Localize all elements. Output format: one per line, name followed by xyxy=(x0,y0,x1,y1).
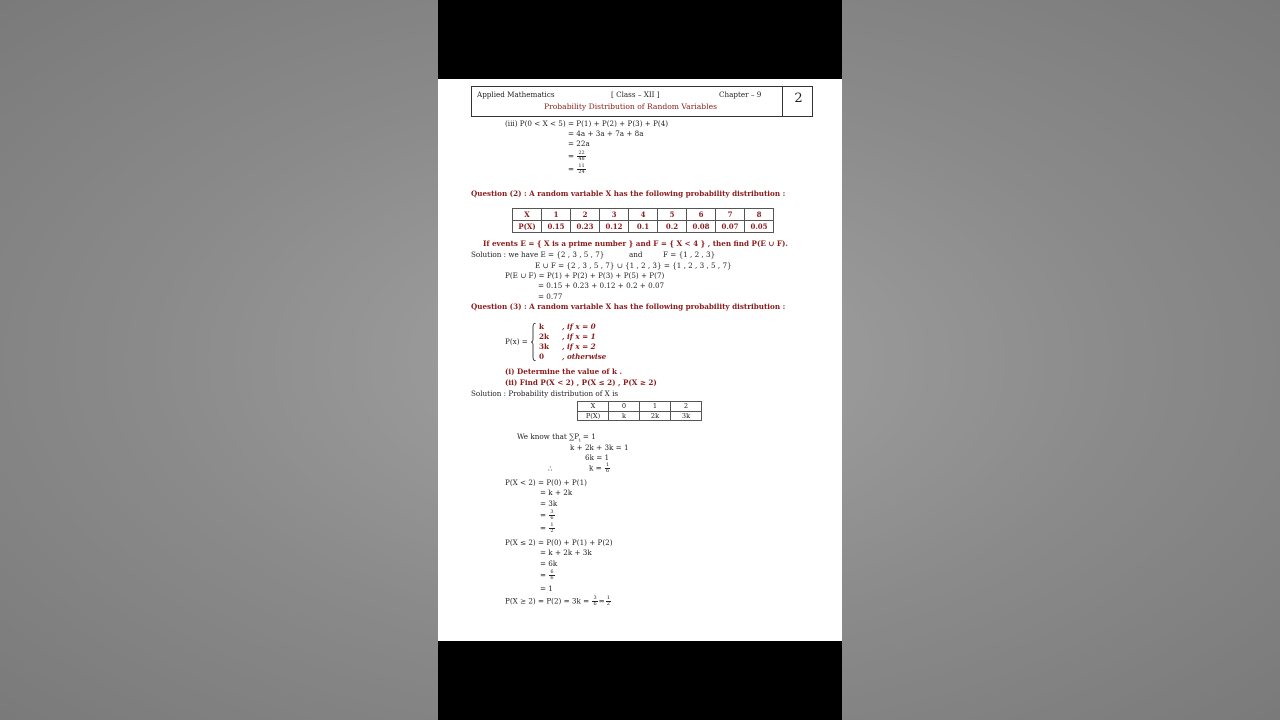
table-cell: 3k xyxy=(671,411,702,421)
table-cell: 1 xyxy=(640,402,671,412)
fraction: $\frac{6}{6}$ xyxy=(550,569,554,581)
class-label: [ Class – XII ] xyxy=(611,90,660,99)
table-row xyxy=(513,209,774,221)
table-cell: 0.1 xyxy=(629,221,658,233)
case-value: k xyxy=(539,322,544,331)
case-value: 3k xyxy=(539,342,549,351)
q2-and-text: and xyxy=(629,250,643,259)
q2-events-statement: If events E = { X is a prime number } and F = { X < 4 } , then find P(E ∪ F). xyxy=(483,239,788,248)
pmf-label: P(x) = xyxy=(505,337,528,346)
part-iii-line-4: = $\frac{22}{48}$ xyxy=(568,150,585,162)
sum-rule-line: We know that $\sum P_i = 1$ xyxy=(517,432,596,444)
question-2-title: Question (2) : A random variable X has the following probability distribution : xyxy=(471,189,786,198)
part-iii-line-1: (iii) P(0 < X < 5) = P(1) + P(2) + P(3) + P(4) xyxy=(505,119,669,128)
k-equation-1: k + 2k + 3k = 1 xyxy=(570,443,629,452)
table-cell: 8 xyxy=(745,209,774,221)
therefore-symbol: ∴ xyxy=(548,464,553,473)
table-cell: 5 xyxy=(658,209,687,221)
table-cell: 1 xyxy=(542,209,571,221)
table-cell: 2 xyxy=(571,209,600,221)
table-cell: 0.05 xyxy=(745,221,774,233)
q3-solution-label: Solution : Probability distribution of X is xyxy=(471,389,619,398)
case-condition: , otherwise xyxy=(562,352,607,361)
page-number: 2 xyxy=(794,91,803,106)
table-row xyxy=(513,221,774,233)
le2-line-5: = 1 xyxy=(540,584,553,593)
q2-prob-line-1: P(E ∪ F) = P(1) + P(2) + P(3) + P(5) + P(7) xyxy=(505,271,665,280)
lt2-line-3: = 3k xyxy=(540,499,558,508)
q3-part-ii: (ii) Find P(X < 2) , P(X ≤ 2) , P(X ≥ 2) xyxy=(505,378,657,387)
q2-solution-line: Solution : we have E = {2 , 3 , 5 , 7} xyxy=(471,250,605,259)
le2-line-1: P(X ≤ 2) = P(0) + P(1) + P(2) xyxy=(505,538,613,547)
q3-part-i: (i) Determine the value of k . xyxy=(505,367,623,376)
q2-prob-line-3: = 0.77 xyxy=(538,292,563,301)
k-value-line: k = $\frac{1}{6}$ xyxy=(589,462,610,474)
k-equation-2: 6k = 1 xyxy=(585,453,610,462)
table-cell: 2k xyxy=(640,411,671,421)
fraction: $\frac{22}{48}$ xyxy=(578,150,585,162)
table-cell: 0.15 xyxy=(542,221,571,233)
q2-set-f: F = {1 , 2 , 3} xyxy=(663,250,716,259)
table-cell: 0.2 xyxy=(658,221,687,233)
table-cell: X xyxy=(578,402,609,412)
q2-distribution-table xyxy=(512,208,774,233)
table-cell: P(X) xyxy=(513,221,542,233)
le2-line-2: = k + 2k + 3k xyxy=(540,548,592,557)
table-cell: P(X) xyxy=(578,411,609,421)
le2-line-3: = 6k xyxy=(540,559,558,568)
le2-line-4: = $\frac{6}{6}$ xyxy=(540,569,554,581)
table-cell: 0 xyxy=(609,402,640,412)
table-cell: 0.12 xyxy=(600,221,629,233)
table-row xyxy=(578,411,702,421)
ge2-line: P(X ≥ 2) = P(2) = 3k = $\frac{3}{6}$ = $\frac{1}{2}$ xyxy=(505,595,610,607)
case-condition: , if x = 0 xyxy=(562,322,596,331)
case-condition: , if x = 1 xyxy=(562,332,596,341)
part-iii-line-5: = $\frac{11}{24}$ xyxy=(568,163,585,175)
lt2-line-4: = $\frac{3}{6}$ xyxy=(540,509,554,521)
case-condition: , if x = 2 xyxy=(562,342,596,351)
table-cell: k xyxy=(609,411,640,421)
topic-title: Probability Distribution of Random Variables xyxy=(544,102,717,111)
table-cell: X xyxy=(513,209,542,221)
fraction: $\frac{3}{6}$ xyxy=(593,595,597,607)
case-value: 0 xyxy=(539,352,545,361)
document-page xyxy=(438,79,842,641)
q3-distribution-table xyxy=(577,401,702,421)
lt2-line-2: = k + 2k xyxy=(540,488,573,497)
table-cell: 4 xyxy=(629,209,658,221)
lt2-line-5: = $\frac{1}{2}$ xyxy=(540,522,554,534)
table-cell: 7 xyxy=(716,209,745,221)
lt2-line-1: P(X < 2) = P(0) + P(1) xyxy=(505,478,587,487)
part-iii-line-2: = 4a + 3a + 7a + 8a xyxy=(568,129,644,138)
page-header xyxy=(471,86,813,117)
question-3-title: Question (3) : A random variable X has the following probability distribution : xyxy=(471,302,786,311)
table-cell: 6 xyxy=(687,209,716,221)
fraction: $\frac{3}{6}$ xyxy=(550,509,554,521)
case-value: 2k xyxy=(539,332,549,341)
chapter-label: Chapter – 9 xyxy=(719,90,762,99)
table-cell: 0.07 xyxy=(716,221,745,233)
fraction: $\frac{1}{6}$ xyxy=(605,462,610,474)
part-iii-line-3: = 22a xyxy=(568,139,590,148)
table-cell: 0.23 xyxy=(571,221,600,233)
fraction: $\frac{11}{24}$ xyxy=(578,163,585,175)
q2-prob-line-2: = 0.15 + 0.23 + 0.12 + 0.2 + 0.07 xyxy=(538,281,665,290)
table-cell: 2 xyxy=(671,402,702,412)
brace-icon xyxy=(531,323,536,361)
table-row xyxy=(578,402,702,412)
table-cell: 0.08 xyxy=(687,221,716,233)
fraction: $\frac{1}{2}$ xyxy=(606,595,610,607)
fraction: $\frac{1}{2}$ xyxy=(550,522,554,534)
subject-label: Applied Mathematics xyxy=(477,90,555,99)
q2-union: E ∪ F = {2 , 3 , 5 , 7} ∪ {1 , 2 , 3} = {1 , 2 , 3 , 5 , 7} xyxy=(535,261,732,270)
table-cell: 3 xyxy=(600,209,629,221)
